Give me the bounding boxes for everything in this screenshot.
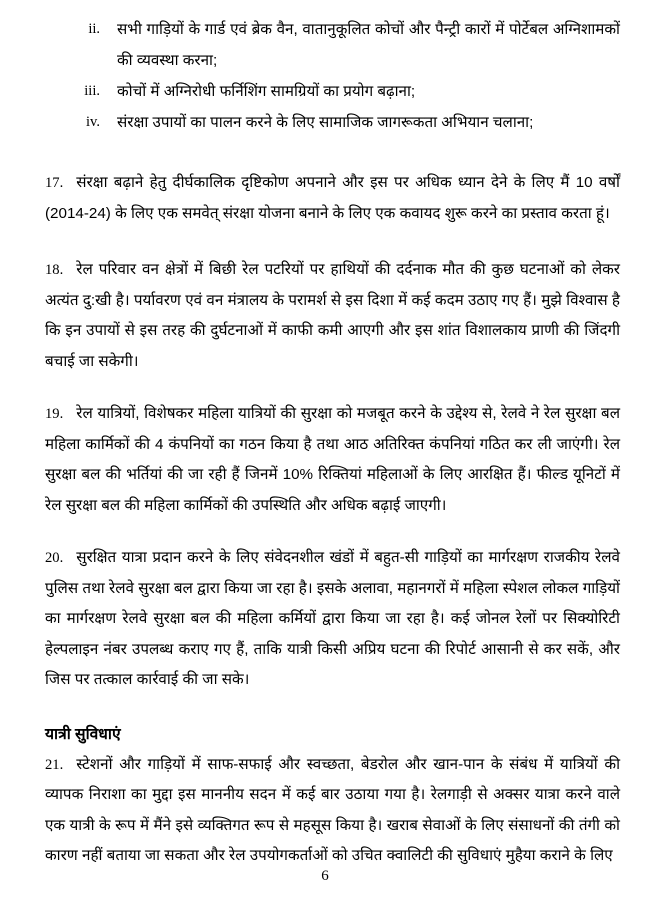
section-heading: यात्री सुविधाएं: [45, 725, 121, 743]
paragraph-19: [45, 399, 620, 521]
paragraph-18: [45, 255, 620, 377]
paragraph-20: [45, 543, 620, 696]
paragraph-text: संरक्षा बढ़ाने हेतु दीर्घकालिक दृष्टिकोण अपनाने और इस पर अधिक ध्यान देने के लिए मैं 10 वर्षों (2014-24) के लिए एक समवेत् संरक्षा योजना बनाने के लिए एक कवायद शुरू करने का प्रस्ताव करता हूं।: [45, 174, 620, 222]
spacer: [45, 696, 620, 722]
paragraph-number: 19.: [45, 406, 64, 422]
list-item: [45, 76, 620, 107]
paragraph-number: 21.: [45, 756, 64, 773]
list-marker: iv.: [86, 114, 100, 130]
list-marker: iii.: [84, 83, 100, 99]
roman-numeral-list: [45, 14, 620, 138]
spacer: [45, 377, 620, 399]
paragraph-text: रेल यात्रियों, विशेषकर महिला यात्रियों की सुरक्षा को मजबूत करने के उद्देश्य से, रेलवे ने रेल सुरक्षा बल महिला कार्मिकों की 4 कंपनियों का गठन किया है तथा आठ अतिरिक्त कंपनियां गठित कर ली जाएंगी। रेल सुरक्षा बल की भर्तियां की जा रही हैं जिनमें 10% रिक्तियां महिलाओं के लिए आरक्षित हैं। फील्ड यूनिटों में रेल सुरक्षा बल की महिला कार्मिकों की उपस्थिति और अधिक बढ़ाई जाएगी।: [45, 405, 620, 514]
list-item-text: संरक्षा उपायों का पालन करने के लिए सामाजिक जागरूकता अभियान चलाना;: [117, 114, 534, 131]
list-item: [45, 14, 620, 76]
list-marker: ii.: [88, 21, 100, 37]
list-item-text: कोचों में अग्निरोधी फर्निशिंग सामग्रियों का प्रयोग बढ़ाना;: [117, 83, 416, 100]
list-item-text: सभी गाड़ियों के गार्ड एवं ब्रेक वैन, वातानुकूलित कोचों और पैन्ट्री कारों में पोर्टेबल अग्निशामकों की व्यवस्था करना;: [117, 21, 620, 69]
paragraph-number: 17.: [45, 175, 64, 191]
page-number: 6: [321, 868, 329, 884]
page-content: [45, 14, 620, 872]
paragraph-text: सुरक्षित यात्रा प्रदान करने के लिए संवेदनशील खंडों में बहुत-सी गाड़ियों का मार्गरक्षण राजकीय रेलवे पुलिस तथा रेलवे सुरक्षा बल द्वारा किया जा रहा है। इसके अलावा, महानगरों में महिला स्पेशल लोकल गाड़ियों का मार्गरक्षण रेलवे सुरक्षा बल की महिला कर्मियों द्वारा किया जा रहा है। कई जोनल रेलों पर सिक्योरिटी हेल्पलाइन नंबर उपलब्ध कराए गए हैं, ताकि यात्री किसी अप्रिय घटना की रिपोर्ट आसानी से कर सकें, और जिस पर तत्काल कार्रवाई की जा सके।: [45, 549, 620, 688]
paragraph-text: रेल परिवार वन क्षेत्रों में बिछी रेल पटरियों पर हाथियों की दर्दनाक मौत की कुछ घटनाओं को लेकर अत्यंत दु:खी है। पर्यावरण एवं वन मंत्रालय के परामर्श से इस दिशा में कई कदम उठाए गए हैं। मुझे विश्वास है कि इन उपायों से इस तरह की दुर्घटनाओं में काफी कमी आएगी और इस शांत विशालकाय प्राणी की जिंदगी बचाई जा सकेगी।: [45, 261, 620, 370]
spacer: [45, 521, 620, 543]
paragraph-number: 18.: [45, 262, 64, 278]
paragraph-text: स्टेशनों और गाड़ियों में साफ-सफाई और स्वच्छता, बेडरोल और खान-पान के संबंध में यात्रियों की व्यापक निराशा का मुद्दा इस माननीय सदन में कई बार उठाया गया है। रेलगाड़ी से अक्सर यात्रा करने वाले एक यात्री के रूप में मैंने इसे व्यक्तिगत रूप से महसूस किया है। खराब सेवाओं के लिए संसाधनों की तंगी को कारण नहीं बताया जा सकता और रेल उपयोगकर्ताओं को उचित क्वालिटी की सुविधाएं मुहैया कराने के लिए: [45, 755, 620, 864]
spacer: [45, 229, 620, 255]
spacer: [45, 138, 620, 168]
paragraph-number: 20.: [45, 550, 64, 566]
paragraph-21: [45, 750, 620, 872]
list-item: [45, 107, 620, 138]
paragraph-17: [45, 168, 620, 229]
